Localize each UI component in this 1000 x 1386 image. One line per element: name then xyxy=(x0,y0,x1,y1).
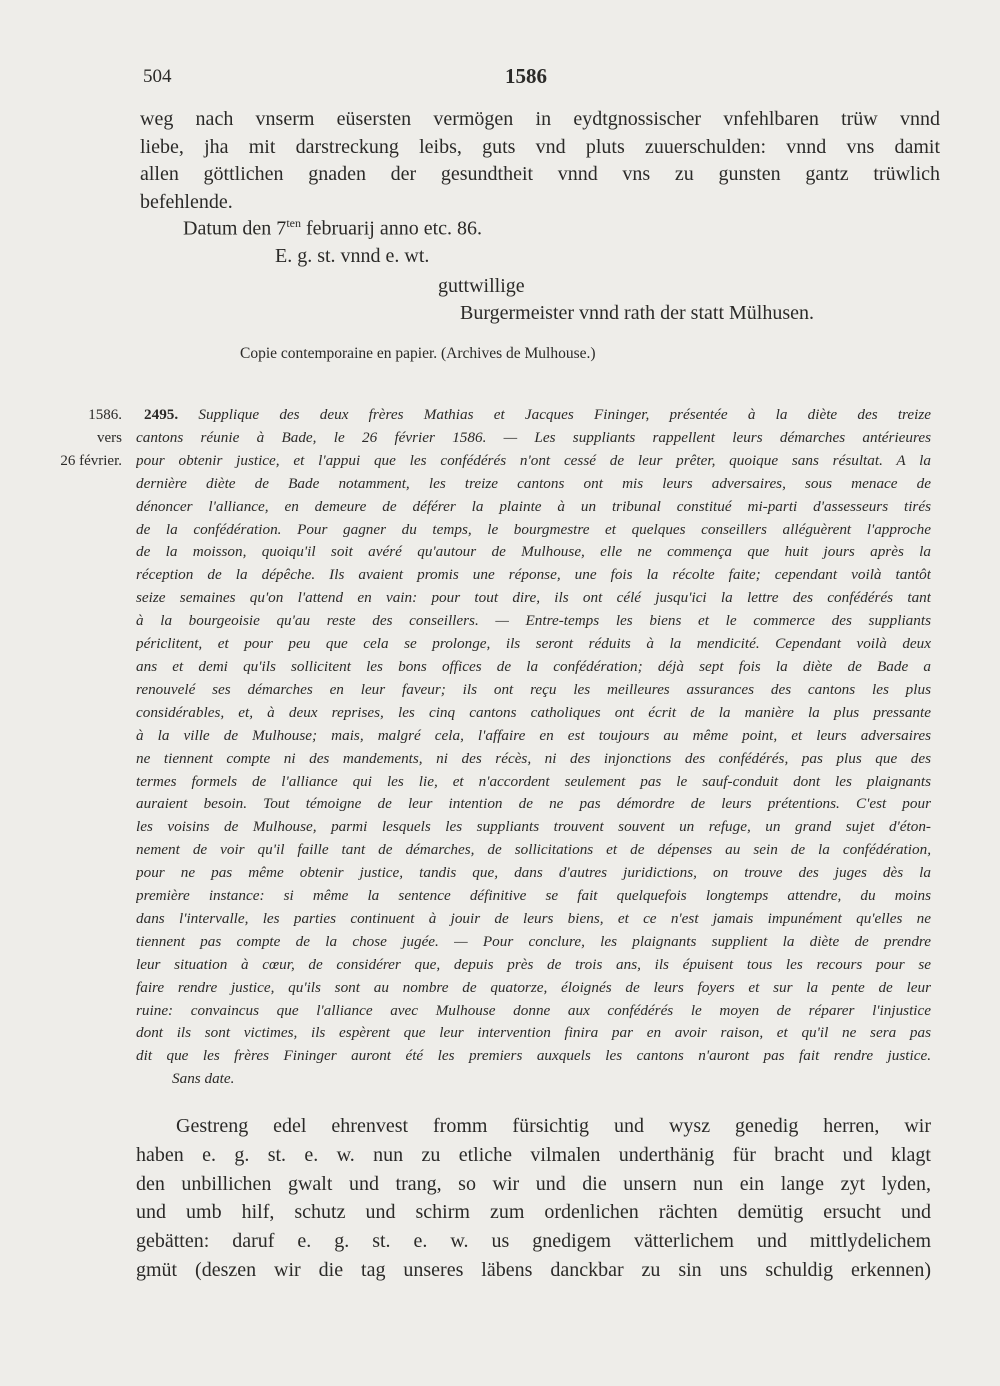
regest-line: réception de la dépêche. Ils avaient promis une réponse, une fois la récolte faite; cependant voilà tantôt xyxy=(136,566,931,584)
regest-line: première instance: si même la sentence définitive se fait quelquefois longtemps attendre, du moins xyxy=(136,887,931,905)
regest-line: termes formels de l'alliance qui les lie, et n'accordent seulement pas le sauf-conduit dont les plaignants xyxy=(136,772,931,790)
regest-line: les voisins de Mulhouse, parmi lesquels les suppliants trouvent souvent un refuge, un grand sujet d'éton- xyxy=(136,818,931,836)
dating-line: Datum den $7^{ten}$ februarij anno etc. 86. xyxy=(183,216,483,240)
regest-line: dénoncer l'alliance, en demeure de déférer la plainte à un tribunal constitué mi-parti d'assesseurs tirés xyxy=(136,497,931,515)
text-line: Gestreng edel ehrenvest fromm fürsichtig und wysz genedig herren, wir xyxy=(176,1115,931,1137)
regest-line: ne tiennent compte ni des mandements, ni des récès, ni des injonctions des confédérés, pas plus que des xyxy=(136,749,931,767)
valediction-line: guttwillige xyxy=(438,275,525,297)
regest-line: dernière diète de Bade notamment, les treize cantons ont mis leurs adversaires, sous menace de xyxy=(136,474,931,492)
text-line: gebätten: daruf e. g. st. e. w. us gnedigem vätterlichem und mittlydelichem xyxy=(136,1230,931,1253)
regest-line: pour ne pas même obtenir justice, tandis que, dans d'autres juridictions, on trouve des juges dès la xyxy=(136,864,931,882)
text-line: gmüt (deszen wir die tag unseres läbens danckbar zu sin uns schuldig erkennen) xyxy=(136,1258,931,1281)
text-line: den unbillichen gwalt und trang, so wir und die unsern nun ein lange zyt lyden, xyxy=(136,1172,931,1195)
page-number: 504 xyxy=(143,66,172,87)
regest-date-note: Sans date. xyxy=(172,1070,235,1088)
regest-line: dont ils sont victimes, ils espèrent que leur intervention finira par en avoir raison, et qu'il ne sera pas xyxy=(136,1024,931,1042)
regest-line: leur situation à cœur, de considérer que, depuis près de trois ans, ils épuisent tous les recours pour se xyxy=(136,955,931,973)
margin-date-line: 1586. xyxy=(88,407,122,423)
regest-line: faire rendre justice, qu'ils sont au nombre de quatorze, éloignés de leurs foyers et sur la pente de leur xyxy=(136,978,931,996)
text-line: weg nach vnserm eüsersten vermögen in eydtgnossischer vnfehlbaren trüw vnnd xyxy=(140,108,940,130)
regest-line: dans l'intervalle, les parties continuent à jouir de leurs biens, et ce n'est jamais impunément qu'elles ne xyxy=(136,909,931,927)
regest-line: de la confédération. Pour gagner du temps, le bourgmestre et quelques conseillers alléguèrent l'approche xyxy=(136,520,931,538)
margin-date xyxy=(40,404,122,473)
document-number: 2495. xyxy=(144,406,179,423)
regest-line: ans et demi qu'ils sollicitent les bons offices de la confédération; déjà sept fois la diète de Bade a xyxy=(136,657,931,675)
letter-end-text xyxy=(140,106,940,216)
regest-line: auraient besoin. Tout témoigne de leur intention de ne pas démordre de leurs prétentions. C'est pour xyxy=(136,795,931,813)
regest-line: à la ville de Mulhouse; mais, malgré cela, l'affaire en est toujours au même point, et leurs adversaires xyxy=(136,726,931,744)
regest-line: pour obtenir justice, et l'appui que les confédérés n'ont cessé de leur prêter, quoique sans résultat. A la xyxy=(136,451,931,469)
margin-date-line: vers xyxy=(97,430,122,446)
regest-line: Supplique des deux frères Mathias et Jacques Fininger, présentée à la diète des treize xyxy=(198,406,931,423)
regest-line: périclitent, et pour peu que cela se prolonge, ils seront réduits à la mendicité. Cependant voilà deux xyxy=(136,635,931,653)
regest-line: renouvelé ses démarches en leur faveur; ils ont reçu les meilleures assurances des cantons les plus xyxy=(136,680,931,698)
regest-line: dit que les frères Fininger auront été les premiers auxquels les cantons n'auront pas fait rendre justice. xyxy=(136,1047,931,1065)
regest-line: à la bourgeoisie qu'au reste des conseillers. — Entre-temps les biens et le commerce des suppliants xyxy=(136,612,931,630)
text-line: und umb hilf, schutz und schirm zum ordenlichen rächten demütig ersucht und xyxy=(136,1201,931,1224)
regest-line: nement de voir qu'il faille tant de démarches, de sollicitations et de dépenses au sein de la confédération, xyxy=(136,841,931,859)
regest-line: ruine: convaincus que l'alliance avec Mulhouse donne aux confédérés le moyen de réparer l'injustice xyxy=(136,1001,931,1019)
letter-start-text xyxy=(136,1112,931,1285)
regest-line: considérables, et, à deux reprises, les cinq cantons catholiques ont écrit de la manière la plus pressante xyxy=(136,703,931,721)
text-line: liebe, jha mit darstreckung leibs, guts vnd pluts zuuerschulden: vnnd vns damit xyxy=(140,135,940,158)
signature-line: Burgermeister vnnd rath der statt Mülhusen. xyxy=(460,302,815,324)
text-line: haben e. g. st. e. w. nun zu etliche vilmalen underthänig für bracht und klagt xyxy=(136,1143,931,1166)
source-note: Copie contemporaine en papier. (Archives de Mulhouse.) xyxy=(240,345,596,362)
regest-line: de la moisson, quoiqu'il soit avéré qu'autour de Mulhouse, elle ne commença que huit jours après la xyxy=(136,543,931,561)
running-head-year: 1586 xyxy=(505,64,547,88)
margin-date-line: 26 février. xyxy=(60,453,122,469)
regest-line: seize semaines qu'on l'attend en vain: pour tout dire, ils ont célé jusqu'ici la lettre des confédérés tant xyxy=(136,589,931,607)
text-line: befehlende. xyxy=(140,190,233,213)
text-line: allen göttlichen gnaden der gesundtheit vnnd vns zu gunsten gantz trüwlich xyxy=(140,163,940,185)
regest-line: cantons réunie à Bade, le 26 février 1586. — Les suppliants rappellent leurs démarches antérieures xyxy=(136,428,931,446)
regest-line: tiennent pas compte de la chose jugée. — Pour conclure, les plaignants supplient la diète de prendre xyxy=(136,932,931,950)
regest-summary xyxy=(136,404,931,1091)
salutation-line: E. g. st. vnnd e. wt. xyxy=(275,245,430,267)
